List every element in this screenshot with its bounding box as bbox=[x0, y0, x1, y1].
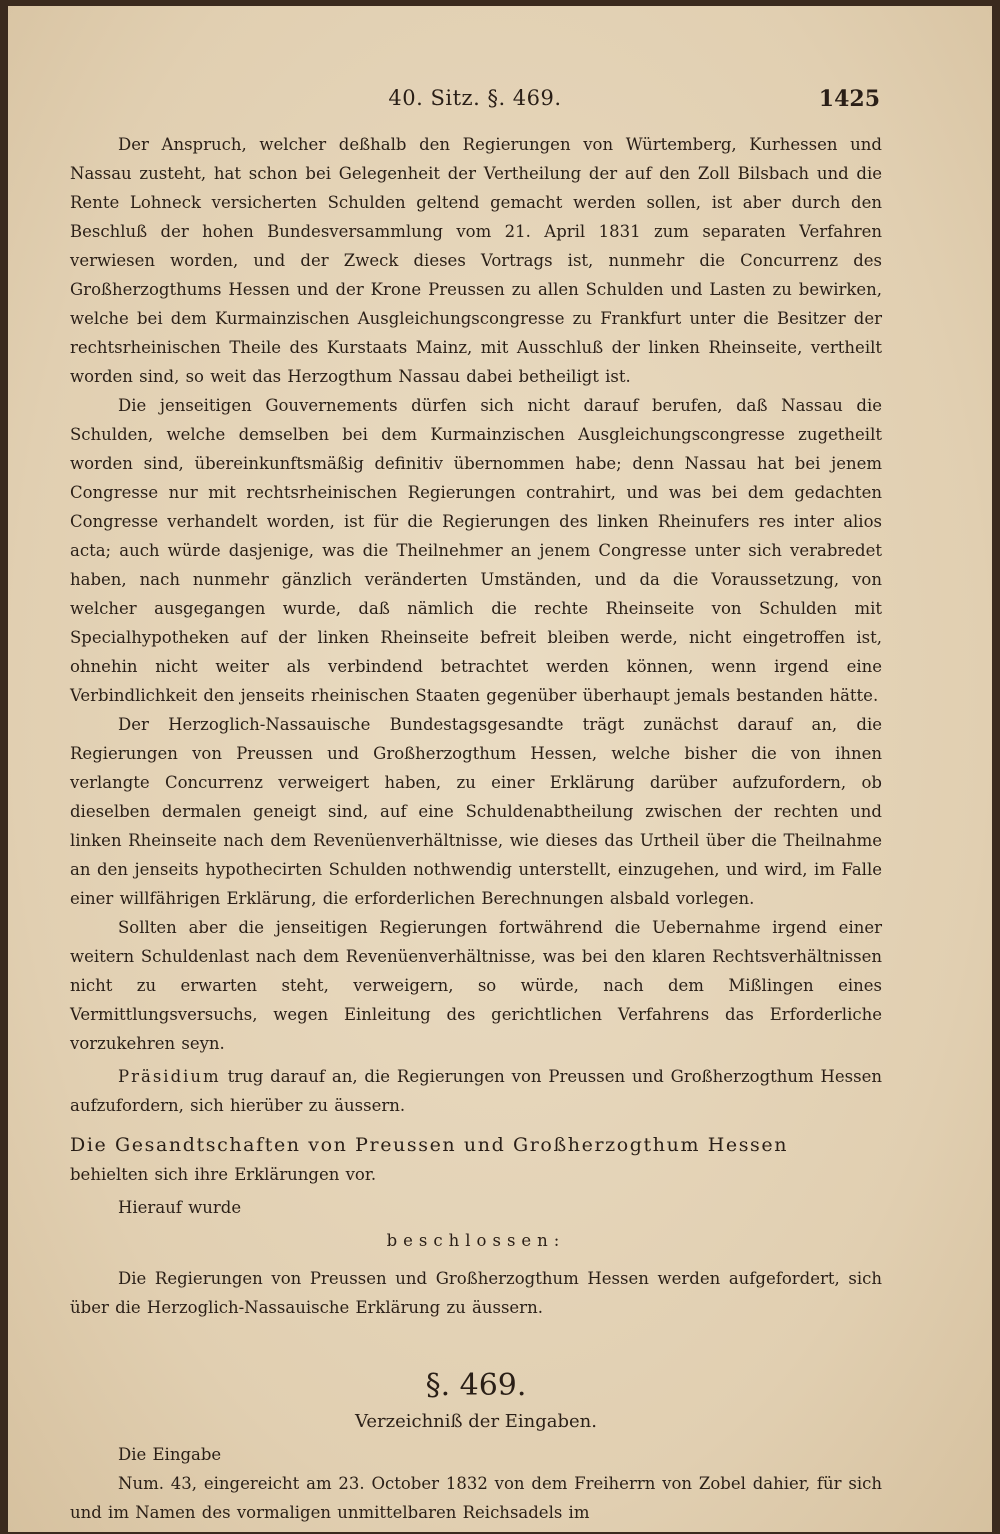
section-intro: Die Eingabe bbox=[118, 1445, 222, 1464]
decided-label: beschlossen: bbox=[386, 1231, 566, 1250]
paragraph-refusal: Sollten aber die jenseitigen Regierungen fortwährend die Uebernahme irgend einer weitern Schuldenlast nach dem Revenüenverhältnisse, was bei den klaren Rechtsverhältnissen nicht zu erwarten steht, verweigern, so würde, nach dem Mißlingen eines Vermittlungsversuchs, wegen Einleitung des gerichtlichen Verfahrens das Erforderliche vorzukehren seyn. bbox=[70, 918, 882, 1053]
decision-heading: Die Gesandtschaften von Preussen und Großherzogthum Hessen bbox=[70, 1134, 789, 1156]
presidium-label: Präsidium bbox=[118, 1067, 221, 1086]
decision-intro: Hierauf wurde bbox=[118, 1198, 242, 1217]
section-entry: Num. 43, eingereicht am 23. October 1832 von dem Freiherrn von Zobel dahier, für sich und im Namen des vormaligen unmittelbaren Reichsadels im bbox=[70, 1474, 882, 1522]
section-title: Verzeichniß der Eingaben. bbox=[355, 1411, 597, 1432]
presidium-text: trug darauf an, die Regierungen von Preussen und Großherzogthum Hessen aufzufordern, sich hierüber zu äussern. bbox=[70, 1067, 883, 1115]
paragraph-claim: Der Anspruch, welcher deßhalb den Regierungen von Würtemberg, Kurhessen und Nassau zusteht, hat schon bei Gelegenheit der Vertheilung der auf den Zoll Bilsbach und die Rente Lohneck versicherten Schulden geltend gemacht werden sollen, ist aber durch den Beschluß der hohen Bundesversammlung vom 21. April 1831 zum separaten Verfahren verwiesen worden, und der Zweck dieses Vortrags ist, nunmehr die Concurrenz des Großherzogthums Hessen und der Krone Preussen zu allen Schulden und Lasten zu bewirken, welche bei dem Kurmainzischen Ausgleichungscongresse zu Frankfurt unter die Besitzer der rechtsrheinischen Theile des Kurstaats Mainz, mit Ausschluß der linken Rheinseite, vertheilt worden sind, so weit das Herzogthum Nassau dabei betheiligt ist. bbox=[70, 135, 882, 386]
decision-heading-rest: behielten sich ihre Erklärungen vor. bbox=[70, 1165, 377, 1184]
document-page bbox=[8, 6, 992, 1532]
page-header bbox=[70, 86, 880, 126]
paragraph-nassau-motion: Der Herzoglich-Nassauische Bundestagsgesandte trägt zunächst darauf an, die Regierungen von Preussen und Großherzogthum Hessen, welche bisher die von ihnen verlangte Concurrenz verweigert haben, zu einer Erklärung darüber aufzufordern, ob dieselben dermalen geneigt sind, auf eine Schuldenabtheilung zwischen der rechten und linken Rheinseite nach dem Revenüenverhältnisse, wie dieses das Urtheil über die Theilnahme an den jenseits hypothecirten Schulden nothwendig unterstellt, einzugehen, und wird, im Falle einer willfährigen Erklärung, die erforderlichen Berechnungen alsbald vorlegen. bbox=[70, 715, 882, 908]
section-number: §. 469. bbox=[425, 1368, 527, 1403]
paragraph-presidium bbox=[70, 1062, 882, 1120]
decision-resolution: Die Regierungen von Preussen und Großherzogthum Hessen werden aufgefordert, sich über die Herzoglich-Nassauische Erklärung zu äussern. bbox=[70, 1269, 882, 1317]
paragraph-governments: Die jenseitigen Gouvernements dürfen sich nicht darauf berufen, daß Nassau die Schulden, welche demselben bei dem Kurmainzischen Ausgleichungscongresse zugetheilt worden sind, übereinkunftsmäßig definitiv übernommen habe; denn Nassau hat bei jenem Congresse nur mit rechtsrheinischen Regierungen contrahirt, und was bei dem gedachten Congresse verhandelt worden, ist für die Regierungen des linken Rheinufers res inter alios acta; auch würde dasjenige, was die Theilnehmer an jenem Congresse unter sich verabredet haben, nach nunmehr gänzlich veränderten Umständen, und da die Voraussetzung, von welcher ausgegangen wurde, daß nämlich die rechte Rheinseite von Schulden mit Specialhypotheken auf der linken Rheinseite befreit bleiben werde, nicht eingetroffen ist, ohnehin nicht weiter als verbindend betrachtet werden können, wenn irgend eine Verbindlichkeit den jenseits rheinischen Staaten gegenüber überhaupt jemals bestanden hätte. bbox=[70, 396, 882, 705]
running-head: 40. Sitz. §. 469. bbox=[388, 86, 562, 110]
page-number: 1425 bbox=[818, 86, 880, 112]
page-body bbox=[70, 130, 882, 1527]
